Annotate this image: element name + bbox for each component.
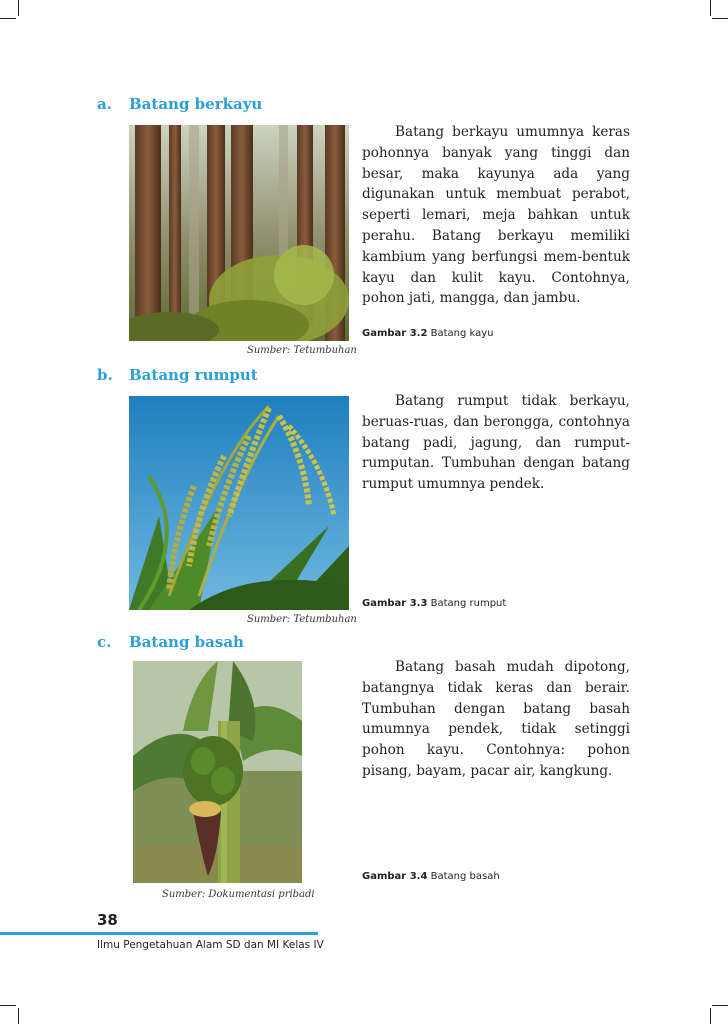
footer-book-title: Ilmu Pengetahuan Alam SD dan MI Kelas IV [97, 939, 324, 951]
caption-text: Batang kayu [430, 328, 494, 339]
crop-mark-top-right [710, 0, 711, 16]
crop-mark-top-right-h [712, 18, 728, 19]
caption-label: Gambar 3.4 [362, 871, 428, 882]
section-letter: b. [97, 366, 113, 384]
page-number: 38 [97, 911, 118, 929]
crop-mark-bottom-left-h [0, 1005, 16, 1006]
paragraph-batang-berkayu: Batang berkayu umumnya keras pohonnya banyak yang tinggi dan besar, maka kayunya ada yang digunakan untuk membuat perabot, seperti lemari, meja bahkan untuk perahu. Batang berkayu memiliki kambium yang berfungsi mem-bentuk kayu dan kulit kayu. Contohnya, pohon jati, mangga, dan jambu. [362, 124, 630, 307]
banana-plant-photo [133, 661, 302, 883]
section-heading-batang-rumput [97, 366, 258, 384]
crop-mark-bottom-left [18, 1008, 19, 1024]
figure-caption [362, 871, 500, 882]
photo-credit: Sumber: Tetumbuhan [247, 614, 357, 625]
caption-label: Gambar 3.3 [362, 598, 428, 609]
crop-mark-top-left-h [0, 18, 16, 19]
paragraph-batang-basah: Batang basah mudah dipotong, batangnya tidak keras dan berair. Tumbuhan dengan batang basah umumnya pendek, tidak setinggi pohon kayu. Contohnya: pohon pisang, bayam, pacar air, kangkung. [362, 659, 630, 779]
section-heading-batang-berkayu [97, 95, 262, 113]
crop-mark-bottom-right-h [712, 1005, 728, 1006]
caption-label: Gambar 3.2 [362, 328, 428, 339]
section-letter: c. [97, 633, 112, 651]
section-title: Batang berkayu [129, 95, 263, 113]
section-title: Batang rumput [129, 366, 258, 384]
photo-credit: Sumber: Tetumbuhan [247, 345, 357, 356]
section-heading-batang-basah [97, 633, 244, 651]
section-title: Batang basah [129, 633, 244, 651]
figure-caption [362, 598, 506, 609]
paragraph-batang-rumput: Batang rumput tidak berkayu, beruas-ruas, dan berongga, contohnya batang padi, jagung, dan rumput-rumputan. Tumbuhan dengan batang rumput umumnya pendek. [362, 393, 630, 493]
crop-mark-top-left [18, 0, 19, 16]
forest-photo [129, 125, 349, 341]
footer-rule [0, 932, 318, 935]
caption-text: Batang basah [430, 871, 500, 882]
rice-plant-photo [129, 396, 349, 610]
crop-mark-bottom-right [710, 1008, 711, 1024]
photo-credit: Sumber: Dokumentasi pribadi [162, 889, 315, 900]
caption-text: Batang rumput [430, 598, 507, 609]
section-letter: a. [97, 95, 112, 113]
figure-caption [362, 328, 494, 339]
